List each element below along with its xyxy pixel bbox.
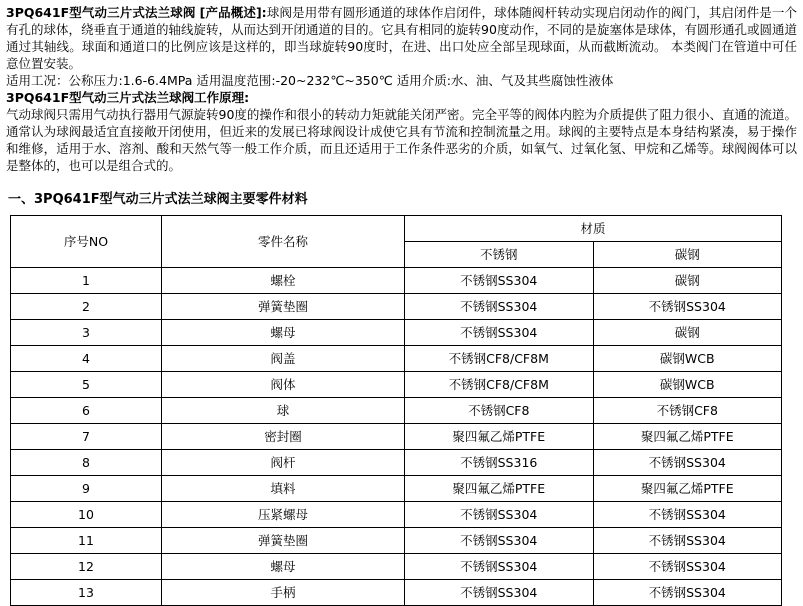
cell-no: 1 xyxy=(11,268,162,294)
cell-name: 螺母 xyxy=(162,320,405,346)
cell-carbon: 不锈钢SS304 xyxy=(593,528,782,554)
cell-carbon: 不锈钢SS304 xyxy=(593,502,782,528)
table-row xyxy=(11,372,782,398)
principle-paragraph: 气动球阀只需用气动执行器用气源旋转90度的操作和很小的转动力矩就能关闭严密。完全平等的阀体内腔为介质提供了阻力很小、直通的流道。通常认为球阀最适宜直接敞开闭使用，但近来的发展已将球阀设计成使它具有节流和控制流量之用。球阀的主要特点是本身结构紧凑，易于操作和维修，适用于水、溶剂、酸和天然气等一般工作介质，而且还适用于工作条件恶劣的介质，如氧气、过氧化氢、甲烷和乙烯等。球阀阀体可以是整体的，也可以是组合式的。 xyxy=(6,107,797,173)
cell-stainless: 不锈钢SS304 xyxy=(405,294,594,320)
cell-stainless: 不锈钢SS304 xyxy=(405,502,594,528)
overview-label: [产品概述]: xyxy=(199,5,267,20)
table-row xyxy=(11,424,782,450)
cell-name: 球 xyxy=(162,398,405,424)
principle-title: 3PQ641F型气动三片式法兰球阀工作原理: xyxy=(6,90,250,105)
cell-carbon: 不锈钢SS304 xyxy=(593,554,782,580)
cell-stainless: 不锈钢CF8/CF8M xyxy=(405,346,594,372)
product-title: 3PQ641F型气动三片式法兰球阀 xyxy=(6,5,196,20)
overview-paragraph xyxy=(6,4,797,72)
table-row xyxy=(11,268,782,294)
cell-name: 螺母 xyxy=(162,554,405,580)
cell-carbon: 不锈钢SS304 xyxy=(593,294,782,320)
cell-name: 密封圈 xyxy=(162,424,405,450)
cell-carbon: 碳钢WCB xyxy=(593,346,782,372)
cell-no: 10 xyxy=(11,502,162,528)
table-body xyxy=(11,268,782,606)
cell-carbon: 聚四氟乙烯PTFE xyxy=(593,424,782,450)
table-head xyxy=(11,216,782,268)
cell-name: 弹簧垫圈 xyxy=(162,528,405,554)
table-row xyxy=(11,398,782,424)
header-name: 零件名称 xyxy=(162,216,405,268)
cell-name: 填料 xyxy=(162,476,405,502)
table-header-row-1 xyxy=(11,216,782,242)
cell-no: 2 xyxy=(11,294,162,320)
cell-no: 4 xyxy=(11,346,162,372)
cell-no: 11 xyxy=(11,528,162,554)
cell-name: 阀体 xyxy=(162,372,405,398)
cell-no: 8 xyxy=(11,450,162,476)
table-row xyxy=(11,320,782,346)
overview-text: 球阀是用带有圆形通道的球体作启闭件，球体随阀杆转动实现启闭动作的阀门，其启闭件是一个有孔的球体，绕垂直于通道的轴线旋转，从而达到开闭通道的目的。它具有相同的旋转90度动作，不同的是旋塞体是球体，有圆形通孔或圆通道通过其轴线。球面和通道口的比例应该是这样的，即当球旋转90度时，在进、出口处应全部呈现球面，从而截断流动。 本类阀门在管道中可任意位置安装。 xyxy=(6,5,797,71)
cell-no: 5 xyxy=(11,372,162,398)
cell-stainless: 不锈钢CF8 xyxy=(405,398,594,424)
cell-carbon: 碳钢WCB xyxy=(593,372,782,398)
cell-carbon: 碳钢 xyxy=(593,320,782,346)
table-row xyxy=(11,450,782,476)
cell-name: 手柄 xyxy=(162,580,405,606)
cell-stainless: 不锈钢CF8/CF8M xyxy=(405,372,594,398)
section-title: 一、3PQ641F型气动三片式法兰球阀主要零件材料 xyxy=(8,192,308,207)
header-carbon: 碳钢 xyxy=(593,242,782,268)
cell-no: 6 xyxy=(11,398,162,424)
table-row xyxy=(11,580,782,606)
header-material: 材质 xyxy=(405,216,782,242)
cell-no: 9 xyxy=(11,476,162,502)
cell-carbon: 不锈钢SS304 xyxy=(593,450,782,476)
cell-name: 弹簧垫圈 xyxy=(162,294,405,320)
cell-carbon: 聚四氟乙烯PTFE xyxy=(593,476,782,502)
cell-carbon: 不锈钢SS304 xyxy=(593,580,782,606)
header-stainless: 不锈钢 xyxy=(405,242,594,268)
cell-no: 13 xyxy=(11,580,162,606)
cell-name: 螺栓 xyxy=(162,268,405,294)
table-row xyxy=(11,502,782,528)
cell-stainless: 不锈钢SS304 xyxy=(405,554,594,580)
table-row xyxy=(11,554,782,580)
table-row xyxy=(11,476,782,502)
cell-stainless: 不锈钢SS316 xyxy=(405,450,594,476)
cell-name: 阀杆 xyxy=(162,450,405,476)
cell-stainless: 聚四氟乙烯PTFE xyxy=(405,424,594,450)
cell-no: 3 xyxy=(11,320,162,346)
cell-stainless: 不锈钢SS304 xyxy=(405,528,594,554)
cell-carbon: 碳钢 xyxy=(593,268,782,294)
cell-stainless: 不锈钢SS304 xyxy=(405,268,594,294)
cell-carbon: 不锈钢CF8 xyxy=(593,398,782,424)
header-no: 序号NO xyxy=(11,216,162,268)
cell-stainless: 不锈钢SS304 xyxy=(405,580,594,606)
cell-stainless: 不锈钢SS304 xyxy=(405,320,594,346)
intro-block xyxy=(6,4,797,174)
cell-name: 压紧螺母 xyxy=(162,502,405,528)
table-row xyxy=(11,346,782,372)
cell-no: 7 xyxy=(11,424,162,450)
parts-material-table xyxy=(10,215,782,606)
table-row xyxy=(11,528,782,554)
cell-name: 阀盖 xyxy=(162,346,405,372)
cell-stainless: 聚四氟乙烯PTFE xyxy=(405,476,594,502)
table-row xyxy=(11,294,782,320)
cell-no: 12 xyxy=(11,554,162,580)
condition-paragraph: 适用工况：公称压力:1.6-6.4MPa 适用温度范围:-20~232℃~350℃ 适用介质:水、油、气及其些腐蚀性液体 xyxy=(6,73,614,88)
